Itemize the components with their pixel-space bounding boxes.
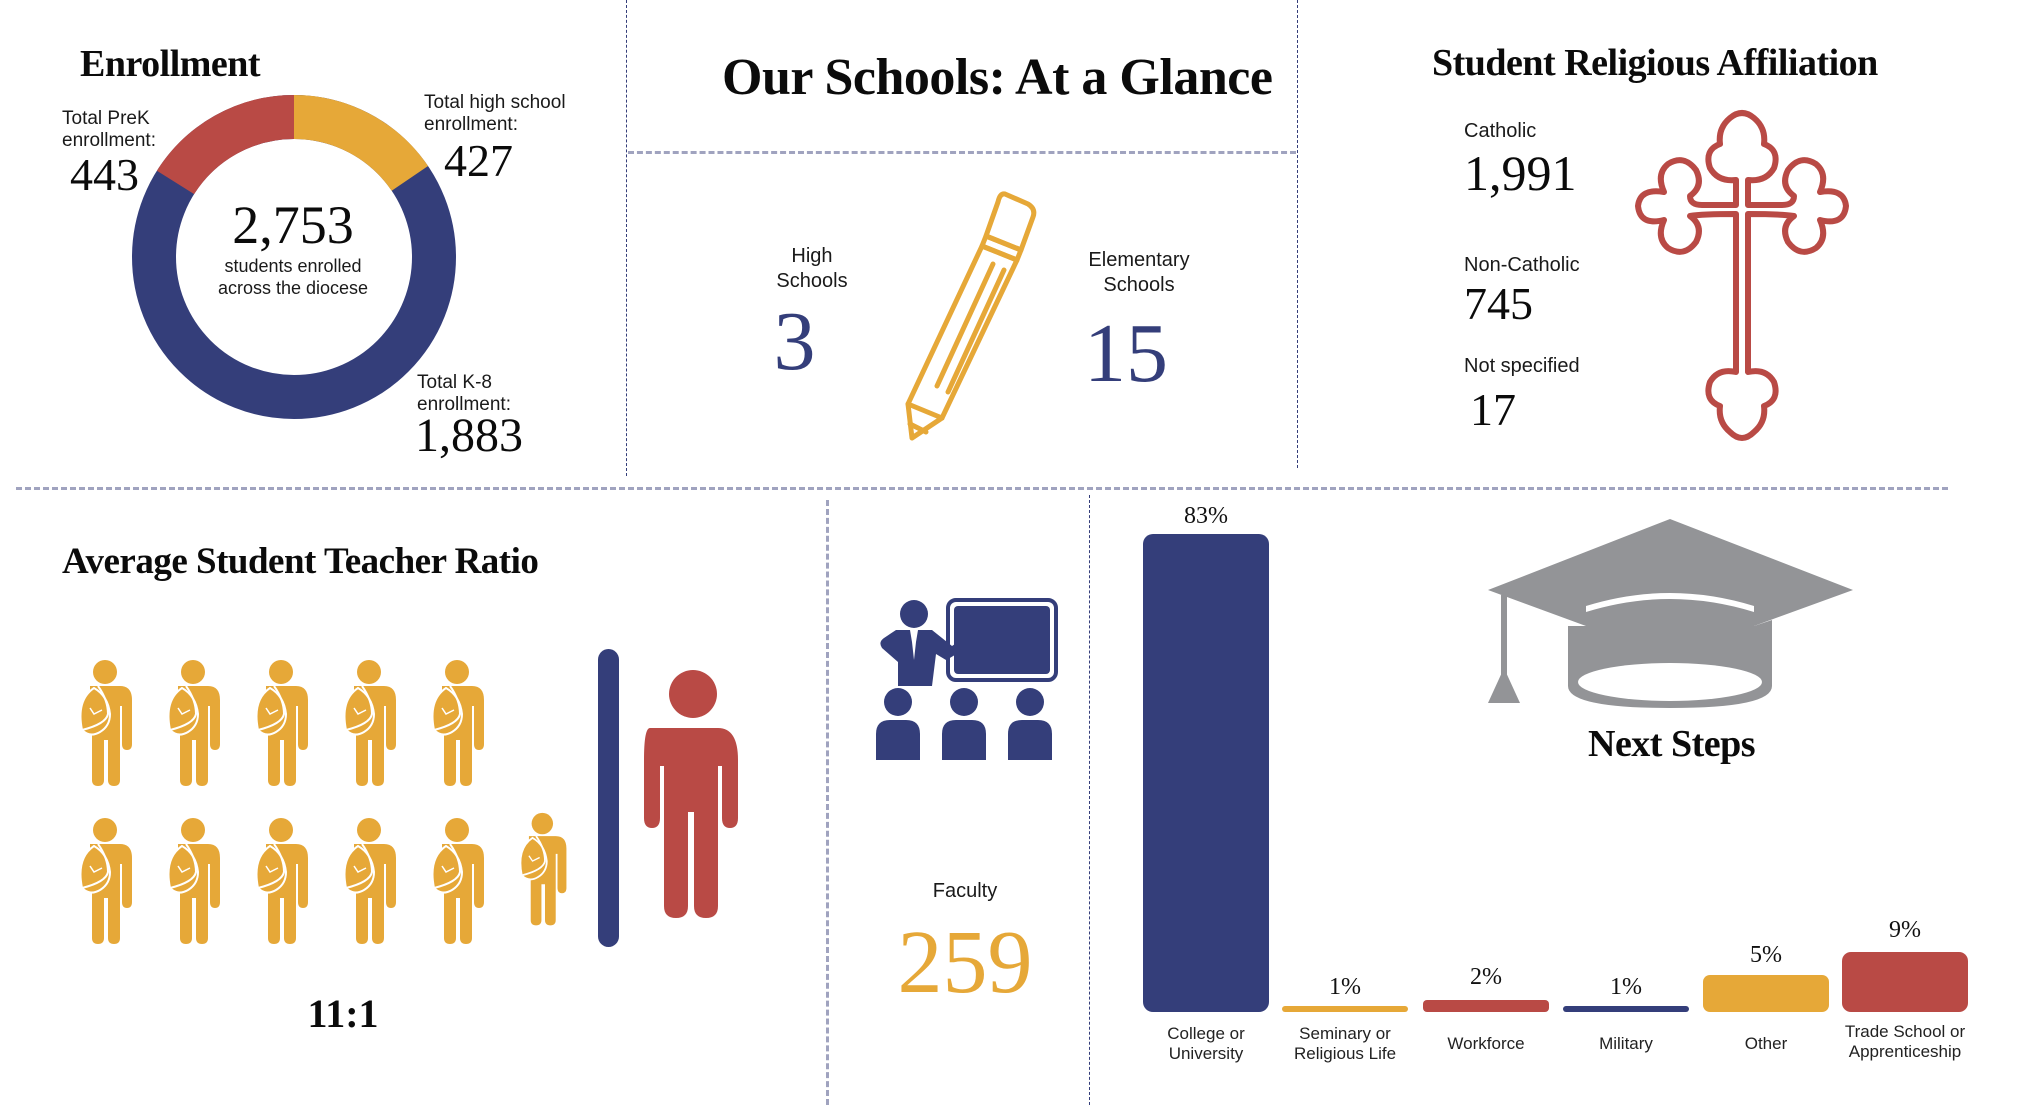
student-icon — [256, 660, 312, 788]
highschool-label-1: Total high school — [424, 92, 566, 113]
divider-top-right — [1297, 0, 1298, 468]
bar-military — [1563, 1006, 1689, 1012]
enrollment-caption-1: students enrolled — [224, 256, 362, 276]
catholic-label: Catholic — [1464, 120, 1537, 142]
bar-category-label: Trade School or — [1844, 1022, 1966, 1041]
prek-label-2: enrollment: — [62, 130, 156, 151]
student-icon — [168, 660, 224, 788]
catholic-value: 1,991 — [1464, 145, 1577, 201]
notspecified-value: 17 — [1470, 384, 1516, 435]
bar-value-label: 9% — [1889, 917, 1921, 943]
student-icon — [520, 812, 570, 928]
high-schools-value: 3 — [773, 295, 816, 388]
divider-main-horizontal — [16, 487, 1948, 490]
student-icon — [256, 818, 312, 946]
page-title: Our Schools: At a Glance — [722, 49, 1273, 106]
bar-category-label: College or — [1167, 1024, 1245, 1043]
elementary-schools-value: 15 — [1084, 307, 1168, 400]
pencil-icon — [900, 186, 1040, 446]
student-icon — [344, 818, 400, 946]
divider-bottom-right — [1089, 495, 1090, 1105]
bar-category-label: Military — [1599, 1034, 1653, 1053]
bar-seminary — [1282, 1006, 1408, 1012]
religion-title: Student Religious Affiliation — [1432, 42, 1878, 84]
bar-value-label: 1% — [1610, 974, 1642, 1000]
enrollment-title: Enrollment — [80, 43, 261, 85]
high-schools-label-1: High — [791, 245, 833, 267]
faculty-label: Faculty — [932, 880, 998, 902]
bar-category-label: Workforce — [1447, 1034, 1525, 1053]
bar-category-label: Other — [1744, 1034, 1788, 1053]
noncatholic-value: 745 — [1464, 278, 1533, 329]
student-icon — [432, 660, 488, 788]
student-icon — [80, 660, 136, 788]
enrollment-total: 2,753 — [232, 195, 354, 255]
next-steps-title: Next Steps — [1588, 723, 1756, 765]
faculty-value: 259 — [897, 913, 1033, 1012]
bar-trade-school — [1842, 952, 1968, 1012]
notspecified-label: Not specified — [1464, 355, 1580, 377]
bar-value-label: 1% — [1329, 974, 1361, 1000]
k8-label-2: enrollment: — [417, 394, 511, 415]
prek-value: 443 — [70, 149, 139, 200]
noncatholic-label: Non-Catholic — [1464, 254, 1580, 276]
highschool-label-2: enrollment: — [424, 114, 518, 135]
elementary-schools-label-2: Schools — [1103, 274, 1175, 296]
divider-bottom-left — [826, 500, 829, 1105]
ratio-title: Average Student Teacher Ratio — [62, 541, 539, 582]
divider-title — [628, 151, 1296, 154]
student-icon — [168, 818, 224, 946]
graduation-cap-icon — [1486, 516, 1856, 711]
ratio-separator-bar — [598, 649, 619, 947]
teacher-icon — [640, 670, 750, 918]
bar-category-label: Seminary or — [1299, 1024, 1391, 1043]
elementary-schools-label-1: Elementary — [1088, 249, 1190, 271]
bar-category-label: Religious Life — [1293, 1044, 1397, 1063]
student-icon — [80, 818, 136, 946]
enrollment-caption-2: across the diocese — [217, 278, 369, 298]
bar-value-label: 5% — [1750, 942, 1782, 968]
bar-other — [1703, 975, 1829, 1012]
divider-top-left — [626, 0, 627, 476]
student-icon — [432, 818, 488, 946]
teacher-classroom-icon — [876, 596, 1072, 766]
bar-value-label: 83% — [1184, 503, 1228, 529]
k8-value: 1,883 — [415, 409, 523, 462]
cross-icon — [1632, 110, 1872, 450]
high-schools-label-2: Schools — [776, 270, 848, 292]
bar-category-label: University — [1168, 1044, 1244, 1063]
bar-value-label: 2% — [1470, 964, 1502, 990]
bar-category-label: Apprenticeship — [1848, 1042, 1962, 1061]
ratio-value: 11:1 — [307, 991, 379, 1036]
student-icon — [344, 660, 400, 788]
bar-college — [1143, 534, 1269, 1012]
bar-workforce — [1423, 1000, 1549, 1012]
prek-label-1: Total PreK — [62, 108, 150, 129]
highschool-value: 427 — [444, 135, 513, 186]
k8-label-1: Total K-8 — [417, 372, 492, 393]
